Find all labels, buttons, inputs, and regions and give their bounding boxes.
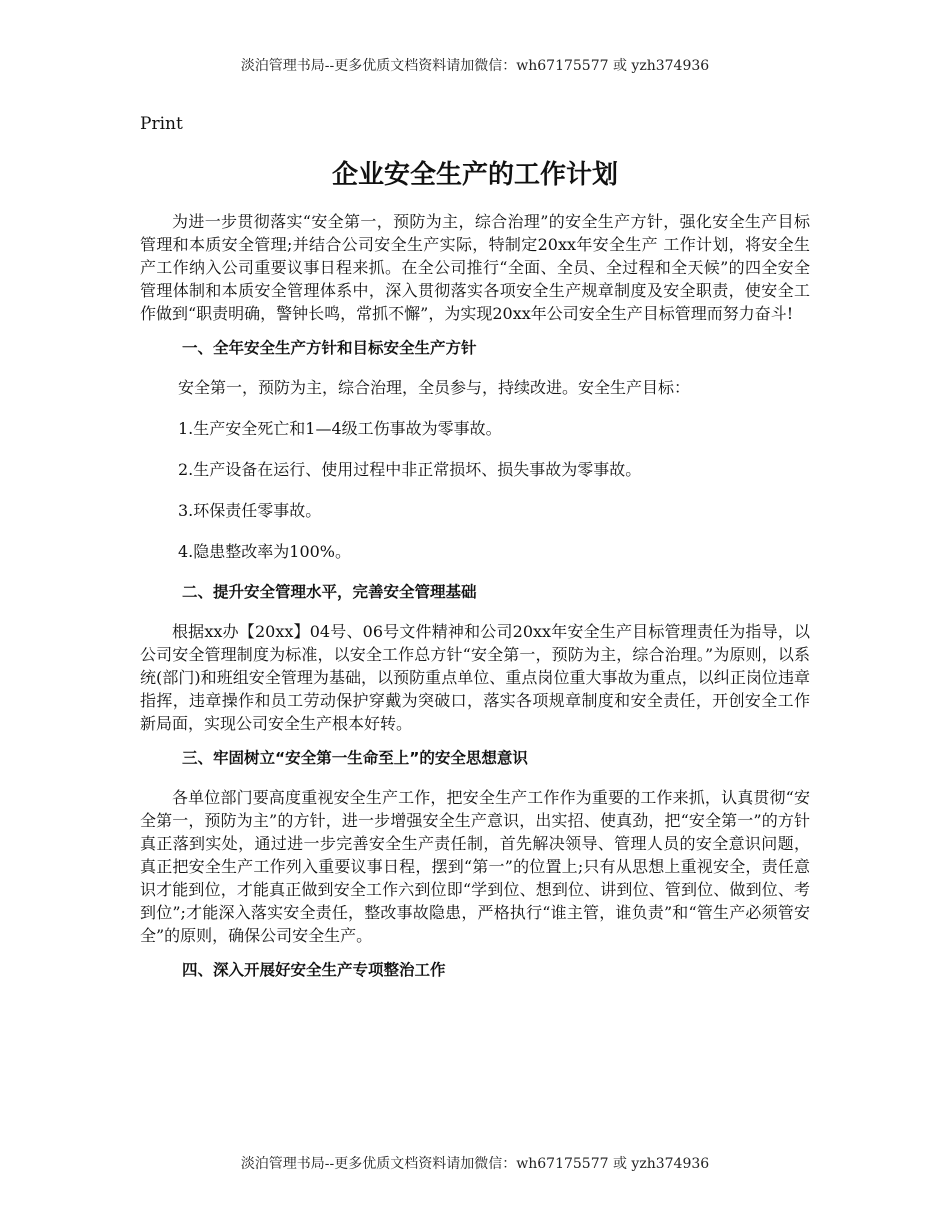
intro-paragraph: 为进一步贯彻落实“安全第一，预防为主，综合治理”的安全生产方针，强化安全生产目标管理和本质安全管理;并结合公司安全生产实际，特制定20xx年安全生产 工作计划，将安全生产工作纳入公司重要议事日程来抓。在全公司推行“全面、全员、全过程和全天候”的四全安全管理体制和本质安全管理体系中，深入贯彻落实各项安全生产规章制度及安全职责，使安全工作做到“职责明确，警钟长鸣，常抓不懈”，为实现20xx年公司安全生产目标管理而努力奋斗! <box>140 212 810 323</box>
section-3-body: 各单位部门要高度重视安全生产工作，把安全生产工作作为重要的工作来抓，认真贯彻“安全第一，预防为主”的方针，进一步增强安全生产意识，出实招、使真劲，把“安全第一”的方针真正落到实处，通过进一步完善安全生产责任制，首先解决领导、管理人员的安全意识问题，真正把安全生产工作列入重要议事日程，摆到“第一”的位置上;只有从思想上重视安全，责任意识才能到位，才能真正做到安全工作六到位即“学到位、想到位、讲到位、管到位、做到位、考到位”;才能深入落实安全责任，整改事故隐患，严格执行“谁主管，谁负责”和“管生产必须管安全”的原则，确保公司安全生产。 <box>140 788 810 945</box>
document-title: 企业安全生产的工作计划 <box>331 160 618 190</box>
section-3-heading: 三、牢固树立“安全第一生命至上”的安全思想意识 <box>182 749 528 767</box>
section-4-heading: 四、深入开展好安全生产专项整治工作 <box>182 961 446 979</box>
section-1-lead: 安全第一，预防为主，综合治理，全员参与，持续改进。安全生产目标： <box>178 378 691 397</box>
section-2-body: 根据xx办【20xx】04号、06号文件精神和公司20xx年安全生产目标管理责任为指导，以公司安全管理制度为标准，以安全工作总方针“安全第一，预防为主，综合治理。”为原则，以系统(部门)和班组安全管理为基础，以预防重点单位、重点岗位重大事故为重点，以纠正岗位违章指挥，违章操作和员工劳动保护穿戴为突破口，落实各项规章制度和安全责任，开创安全工作新局面，实现公司安全生产根本好转。 <box>140 622 810 733</box>
goal-item-1: 1.生产安全死亡和1—4级工伤事故为零事故。 <box>178 419 502 438</box>
section-1-heading: 一、全年安全生产方针和目标安全生产方针 <box>182 339 477 357</box>
goal-item-4: 4.隐患整改率为100%。 <box>178 542 352 561</box>
print-label: Print <box>140 114 183 134</box>
section-2-heading: 二、提升安全管理水平，完善安全管理基础 <box>182 583 477 601</box>
goal-item-3: 3.环保责任零事故。 <box>178 501 322 520</box>
goal-item-2: 2.生产设备在运行、使用过程中非正常损坏、损失事故为零事故。 <box>178 460 642 479</box>
page-footer: 淡泊管理书局--更多优质文档资料请加微信：wh67175577 或 yzh374936 <box>240 1156 710 1172</box>
page-header: 淡泊管理书局--更多优质文档资料请加微信：wh67175577 或 yzh374936 <box>240 58 710 74</box>
document-body <box>140 210 810 998</box>
